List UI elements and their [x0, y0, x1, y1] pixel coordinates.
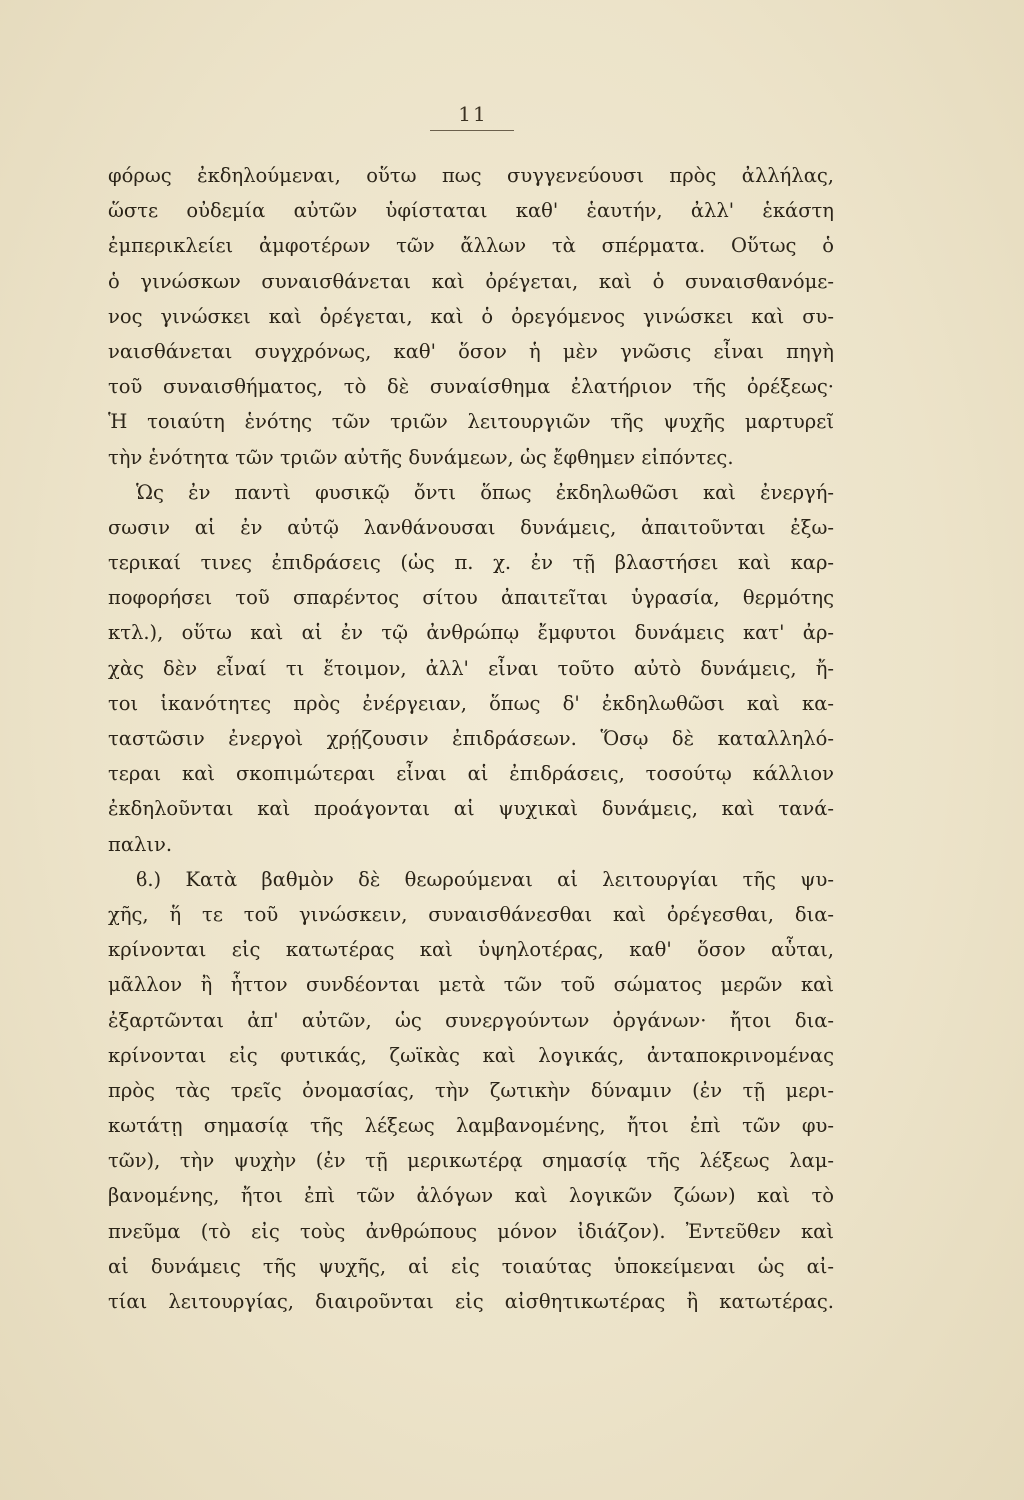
text-line: αἱ δυνάμεις τῆς ψυχῆς, αἱ εἰς τοιαύτας ὑποκείμεναι ὡς αἰ- — [108, 1254, 834, 1278]
text-line: ἐξαρτῶνται ἀπ' αὐτῶν, ὡς συνεργούντων ὀργάνων· ἤτοι δια- — [108, 1008, 834, 1032]
text-line: τεραι καὶ σκοπιμώτεραι εἶναι αἱ ἐπιδράσεις, τοσούτῳ κάλλιον — [108, 762, 834, 786]
text-line: πρὸς τὰς τρεῖς ὀνομασίας, τὴν ζωτικὴν δύναμιν (ἐν τῇ μερι- — [108, 1078, 834, 1102]
text-line: ϐ.) Κατὰ βαθμὸν δὲ θεωρούμεναι αἱ λειτουργίαι τῆς ψυ- — [136, 867, 834, 891]
text-line: τερικαί τινες ἐπιδράσεις (ὡς π. χ. ἐν τῇ βλαστήσει καὶ καρ- — [108, 551, 834, 575]
text-line: ναισθάνεται συγχρόνως, καθ' ὅσον ἡ μὲν γνῶσις εἶναι πηγὴ — [108, 339, 834, 363]
text-line: χὰς δὲν εἶναί τι ἕτοιμον, ἀλλ' εἶναι τοῦτο αὐτὸ δυνάμεις, ἤ- — [108, 656, 834, 680]
text-line: κρίνονται εἰς φυτικάς, ζωϊκὰς καὶ λογικάς, ἀνταποκρινομένας — [108, 1043, 834, 1067]
text-line: κτλ.), οὕτω καὶ αἱ ἐν τῷ ἀνθρώπῳ ἔμφυτοι δυνάμεις κατ' ἀρ- — [108, 621, 834, 645]
text-line: παλιν. — [108, 832, 173, 856]
text-line: Ὡς ἐν παντὶ φυσικῷ ὄντι ὅπως ἐκδηλωθῶσι καὶ ἐνεργή- — [136, 480, 834, 504]
body-text — [108, 158, 834, 1319]
header-rule — [430, 130, 514, 131]
text-line: κωτάτῃ σημασίᾳ τῆς λέξεως λαμβανομένης, ἤτοι ἐπὶ τῶν φυ- — [108, 1114, 834, 1138]
text-line: νος γινώσκει καὶ ὀρέγεται, καὶ ὁ ὀρεγόμενος γινώσκει καὶ συ- — [108, 304, 834, 328]
text-line: Ἡ τοιαύτη ἑνότης τῶν τριῶν λειτουργιῶν τῆς ψυχῆς μαρτυρεῖ — [108, 410, 834, 434]
text-line: κρίνονται εἰς κατωτέρας καὶ ὑψηλοτέρας, καθ' ὅσον αὗται, — [108, 938, 834, 962]
text-line: τῶν), τὴν ψυχὴν (ἐν τῇ μερικωτέρᾳ σημασίᾳ τῆς λέξεως λαμ- — [108, 1149, 834, 1173]
text-line: πνεῦμα (τὸ εἰς τοὺς ἀνθρώπους μόνον ἰδιάζον). Ἐντεῦθεν καὶ — [108, 1219, 834, 1243]
text-line: τὴν ἑνότητα τῶν τριῶν αὐτῆς δυνάμεων, ὡς ἔφθημεν εἰπόντες. — [108, 445, 734, 469]
text-line: χῆς, ἥ τε τοῦ γινώσκειν, συναισθάνεσθαι καὶ ὀρέγεσθαι, δια- — [108, 902, 834, 926]
text-line: ποφορήσει τοῦ σπαρέντος σίτου ἀπαιτεῖται ὑγρασία, θερμότης — [108, 586, 834, 610]
text-line: ταστῶσιν ἐνεργοὶ χρῄζουσιν ἐπιδράσεων. Ὅσῳ δὲ καταλληλό- — [108, 727, 834, 750]
text-line: σωσιν αἱ ἐν αὐτῷ λανθάνουσαι δυνάμεις, ἀπαιτοῦνται ἐξω- — [108, 515, 834, 539]
text-line: φόρως ἐκδηλούμεναι, οὕτω πως συγγενεύουσι πρὸς ἀλλήλας, — [108, 164, 834, 187]
text-line: μᾶλλον ἢ ἧττον συνδέονται μετὰ τῶν τοῦ σώματος μερῶν καὶ — [108, 973, 834, 997]
text-line: τίαι λειτουργίας, διαιροῦνται εἰς αἰσθητικωτέρας ἢ κατωτέρας. — [108, 1290, 834, 1313]
text-line: ἐμπερικλείει ἀμφοτέρων τῶν ἄλλων τὰ σπέρματα. Οὕτως ὁ — [108, 234, 834, 258]
text-line: βανομένης, ἤτοι ἐπὶ τῶν ἀλόγων καὶ λογικῶν ζώων) καὶ τὸ — [108, 1184, 834, 1208]
text-line: ὁ γινώσκων συναισθάνεται καὶ ὀρέγεται, καὶ ὁ συναισθανόμε- — [108, 269, 834, 293]
page-number: 11 — [458, 102, 488, 126]
text-line: ὥστε οὐδεμία αὐτῶν ὑφίσταται καθ' ἑαυτήν, ἀλλ' ἑκάστη — [108, 199, 834, 223]
text-line: ἐκδηλοῦνται καὶ προάγονται αἱ ψυχικαὶ δυνάμεις, καὶ τανά- — [108, 797, 834, 821]
text-line: τοι ἱκανότητες πρὸς ἐνέργειαν, ὅπως δ' ἐκδηλωθῶσι καὶ κα- — [108, 691, 834, 715]
text-line: τοῦ συναισθήματος, τὸ δὲ συναίσθημα ἐλατήριον τῆς ὀρέξεως· — [108, 375, 834, 399]
